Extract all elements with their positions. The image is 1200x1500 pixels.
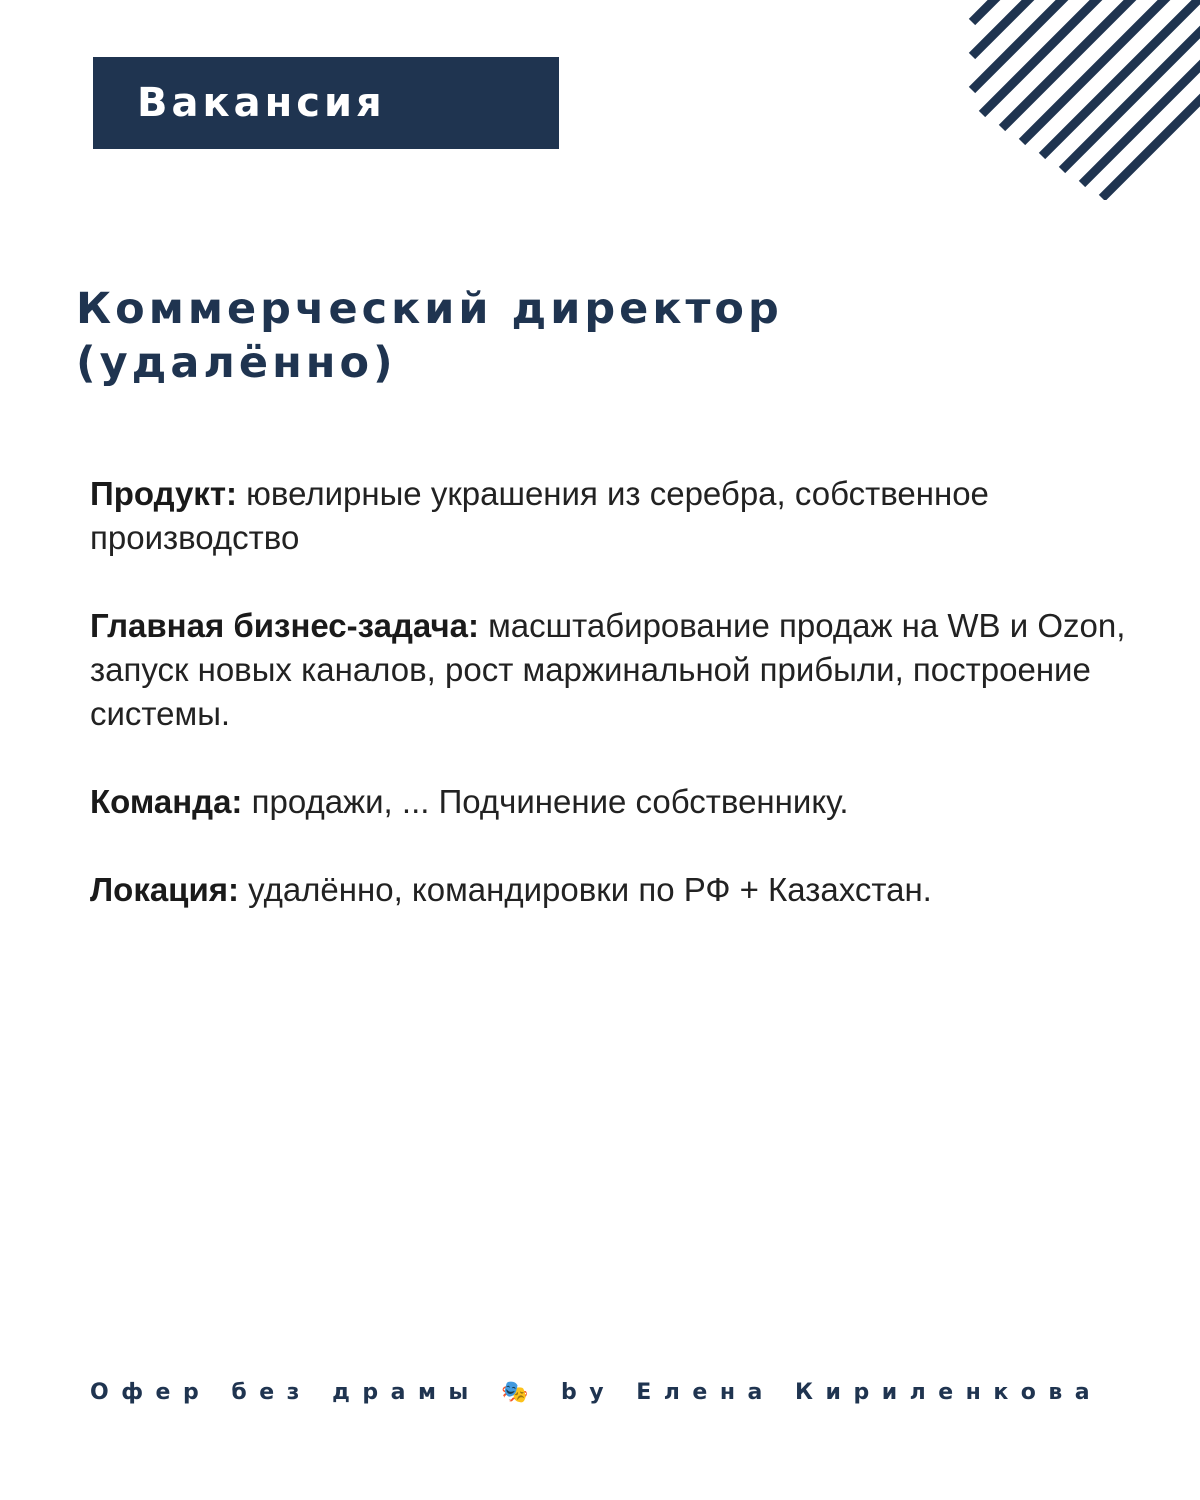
- section-label: Команда:: [90, 783, 243, 820]
- vacancy-details: [90, 472, 1130, 956]
- section-text: удалённо, командировки по РФ + Казахстан.: [239, 871, 932, 908]
- page-title: [76, 282, 1136, 390]
- title-line-1: Коммерческий директор: [76, 284, 783, 334]
- section-location: [90, 868, 1130, 912]
- section-main-task: [90, 604, 1130, 736]
- footer-signature: Офер без драмы 🎭 by Елена Кириленкова: [90, 1380, 1103, 1405]
- section-label: Продукт:: [90, 475, 237, 512]
- section-text: масштабирование продаж на WB и Ozon, запуск новых каналов, рост маржинальной прибыли, построение системы.: [90, 607, 1126, 732]
- title-line-2: (удалённо): [76, 338, 397, 388]
- section-label: Главная бизнес-задача:: [90, 607, 479, 644]
- diagonal-stripes-decoration: [960, 0, 1200, 200]
- section-product: [90, 472, 1130, 560]
- section-team: [90, 780, 1130, 824]
- vacancy-badge: [93, 57, 559, 149]
- section-label: Локация:: [90, 871, 239, 908]
- section-text: продажи, ... Подчинение собственнику.: [242, 783, 849, 820]
- badge-label: Вакансия: [137, 80, 386, 126]
- section-text: ювелирные украшения из серебра, собственное производство: [90, 475, 989, 556]
